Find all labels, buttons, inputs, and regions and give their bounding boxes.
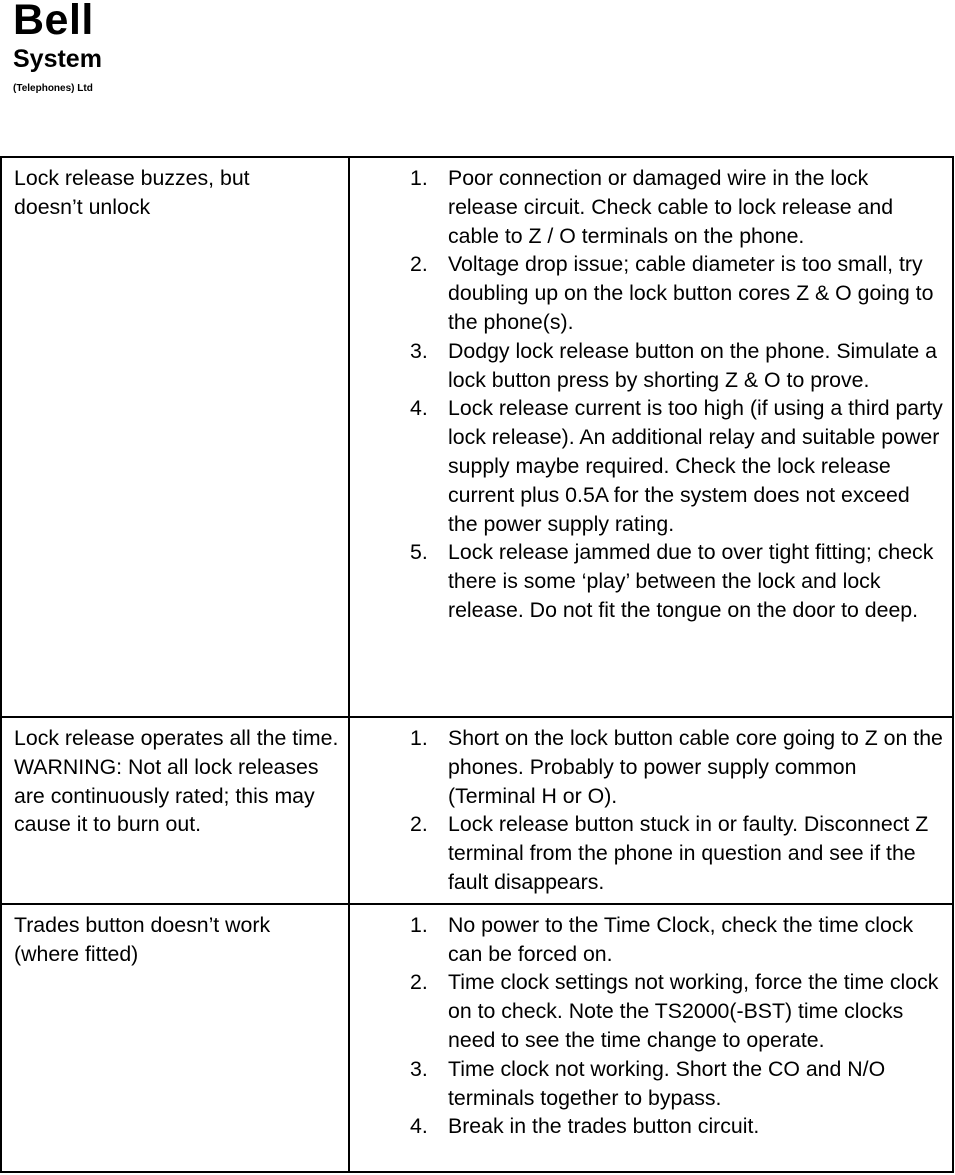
company-logo	[13, 0, 102, 95]
list-item	[362, 394, 944, 538]
list-number: 4.	[410, 396, 428, 421]
fault-table	[0, 156, 954, 1173]
fix-list	[362, 724, 944, 897]
list-item	[362, 337, 944, 395]
list-item	[362, 164, 944, 250]
list-item	[362, 250, 944, 336]
fix-list	[362, 164, 944, 625]
list-number: 2.	[410, 970, 428, 995]
fix-text: Poor connection or damaged wire in the lock release circuit. Check cable to lock release and cable to Z / O terminals on the phone.	[448, 166, 894, 248]
table-row	[1, 157, 953, 717]
logo-brand: Bell	[13, 0, 94, 44]
fault-text: (where fitted)	[14, 941, 139, 966]
table-row	[1, 717, 953, 904]
fault-description	[1, 904, 349, 1172]
fix-text: Dodgy lock release button on the phone. Simulate a lock button press by shorting Z & O to prove.	[448, 338, 937, 392]
list-number: 1.	[410, 166, 428, 190]
fault-text: Lock release buzzes, but	[14, 166, 250, 190]
fix-text: Lock release jammed due to over tight fitting; check there is some ‘play’ between the lock and lock release. Do not fit the tongue on the door to deep.	[448, 540, 934, 622]
list-item	[362, 1055, 944, 1113]
list-number: 2.	[410, 812, 428, 837]
list-number: 4.	[410, 1114, 428, 1139]
list-item	[362, 1112, 944, 1141]
fix-list-cell	[349, 157, 953, 717]
logo-brand-sub: System	[13, 45, 102, 73]
list-item	[362, 911, 944, 969]
fix-text: Time clock not working. Short the CO and N/O terminals together to bypass.	[448, 1056, 886, 1110]
fix-text: Voltage drop issue; cable diameter is too small, try doubling up on the lock button cores Z & O going to the phone(s).	[448, 252, 934, 334]
fix-list-cell	[349, 717, 953, 904]
list-number: 2.	[410, 252, 428, 277]
fix-text: Break in the trades button circuit.	[448, 1114, 760, 1139]
fix-list-cell	[349, 904, 953, 1172]
fix-text: Lock release button stuck in or faulty. Disconnect Z terminal from the phone in question and see if the fault disappears.	[448, 812, 929, 894]
list-number: 1.	[410, 912, 428, 937]
fix-text: Lock release current is too high (if using a third party lock release). An additional relay and suitable power supply maybe required. Check the lock release current plus 0.5A for the system does not exceed the power supply rating.	[448, 396, 943, 536]
fault-description	[1, 157, 349, 717]
list-item	[362, 724, 944, 810]
fix-text: Time clock settings not working, force the time clock on to check. Note the TS2000(-BST) time clocks need to see the time change to operate.	[448, 970, 939, 1052]
fault-text: Trades button doesn’t work	[14, 912, 271, 937]
list-number: 5.	[410, 540, 428, 565]
fix-list	[362, 911, 944, 1141]
list-number: 3.	[410, 1056, 428, 1081]
list-item	[362, 968, 944, 1054]
list-number: 1.	[410, 726, 428, 750]
fix-text: No power to the Time Clock, check the time clock can be forced on.	[448, 912, 914, 966]
list-item	[362, 810, 944, 896]
list-item	[362, 538, 944, 624]
fix-text: Short on the lock button cable core going to Z on the phones. Probably to power supply common (Terminal H or O).	[448, 726, 943, 808]
fault-description	[1, 717, 349, 904]
fault-text: doesn’t unlock	[14, 194, 151, 219]
warning-text: WARNING: Not all lock releases are continuously rated; this may cause it to burn out.	[14, 754, 319, 837]
logo-tagline: (Telephones) Ltd	[13, 83, 93, 94]
fault-text: Lock release operates all the time.	[14, 726, 339, 750]
table-row	[1, 904, 953, 1172]
list-number: 3.	[410, 338, 428, 363]
